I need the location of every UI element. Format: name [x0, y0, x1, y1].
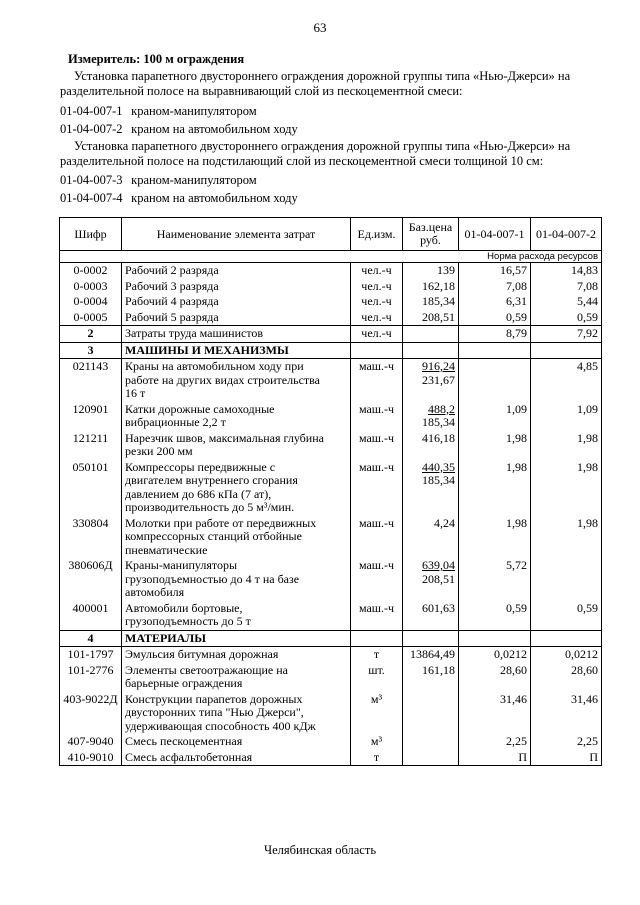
cell-value-col2: 5,44 — [531, 294, 602, 310]
cell-price — [403, 663, 459, 692]
cell-code: 0-0002 — [60, 263, 122, 279]
cell-value-col1: 0,0212 — [459, 647, 531, 663]
cell-code: 101-2776 — [60, 663, 122, 692]
cell-name-line: Рабочий 2 разряда — [125, 263, 219, 277]
table-row — [60, 601, 602, 631]
cell-name-line: Рабочий 4 разряда — [125, 294, 219, 308]
cell-price — [403, 647, 459, 663]
cell-value-col1: 5,72 — [459, 558, 531, 601]
table-row — [60, 359, 602, 402]
cell-name-line: Катки дорожные самоходные — [125, 401, 275, 416]
norm-label: Норма расхода ресурсов — [459, 251, 602, 263]
page-number: 63 — [313, 20, 327, 35]
cell-price — [403, 734, 459, 750]
cell-name-line: Молотки при работе от передвижных — [125, 515, 317, 530]
cell-price — [403, 431, 459, 460]
cell-code: 407-9040 — [60, 734, 122, 750]
cell-price — [403, 359, 459, 402]
cell-unit: м³ — [351, 692, 403, 735]
cell-price — [403, 402, 459, 431]
cell-value-col2: 1,98 — [531, 431, 602, 460]
cell-value-col2 — [531, 342, 602, 359]
cell-name — [122, 734, 351, 750]
cell-code: 400001 — [60, 601, 122, 631]
cell-value-col2: 1,09 — [531, 402, 602, 431]
cell-code: 101-1797 — [60, 647, 122, 663]
cell-value-col1: 2,25 — [459, 734, 531, 750]
cell-price — [403, 516, 459, 559]
cell-code: 0-0003 — [60, 279, 122, 295]
cell-name — [122, 558, 351, 601]
cell-value-col1 — [459, 630, 531, 647]
cell-unit: маш.-ч — [351, 359, 403, 402]
intro-paragraph-2 — [60, 139, 571, 169]
cell-code: 3 — [60, 342, 122, 359]
cell-code: 403-9022Д — [60, 692, 122, 735]
norm-row — [60, 251, 602, 263]
cell-name-line: вибрационные 2,2 т — [125, 415, 226, 429]
code-label: 01-04-007-2 — [60, 122, 123, 136]
cell-value-col1: 0,59 — [459, 601, 531, 631]
cell-name-line: резки 200 мм — [125, 444, 193, 458]
intro-line: разделительной полосе на выравнивающий слой из пескоцементной смеси: — [60, 84, 463, 98]
cell-value-col1: 28,60 — [459, 663, 531, 692]
cell-name-line: МАШИНЫ И МЕХАНИЗМЫ — [125, 342, 289, 357]
cell-name — [122, 431, 351, 460]
cell-code: 0-0005 — [60, 310, 122, 326]
cell-name — [122, 692, 351, 735]
section-row — [60, 342, 602, 359]
cell-name-line: удерживающая способность 400 кДж — [125, 718, 316, 733]
cell-value-col2: 0,59 — [531, 310, 602, 326]
resource-table — [59, 217, 602, 766]
code-text: краном-манипулятором — [131, 173, 257, 187]
cell-value-col2: 0,59 — [531, 601, 602, 631]
cell-price-line: 185,34 — [422, 473, 455, 487]
cell-name-line: Конструкции парапетов дорожных — [125, 691, 303, 706]
cell-unit: маш.-ч — [351, 402, 403, 431]
cell-value-col1: 7,08 — [459, 279, 531, 295]
table-row — [60, 558, 602, 601]
cell-price-line: 185,34 — [422, 415, 455, 429]
cell-price-line: 185,34 — [422, 294, 455, 308]
code-row — [60, 173, 257, 188]
cell-value-col2: 14,83 — [531, 263, 602, 279]
cell-price — [403, 460, 459, 516]
table-row — [60, 692, 602, 735]
cell-name-line: грузоподъемностью до 4 т на базе — [125, 571, 300, 586]
cell-value-col1: 1,98 — [459, 460, 531, 516]
cell-price-line: 13864,49 — [410, 647, 455, 661]
cell-unit: маш.-ч — [351, 516, 403, 559]
meter-heading: Измеритель: 100 м ограждения — [68, 52, 245, 66]
table-row — [60, 402, 602, 431]
cell-name-line: двусторонних типа "Нью Джерси", — [125, 705, 304, 719]
cell-value-col1: 1,98 — [459, 516, 531, 559]
cell-value-col1: 16,57 — [459, 263, 531, 279]
cell-value-col2: 0,0212 — [531, 647, 602, 663]
cell-name — [122, 359, 351, 402]
table-row — [60, 750, 602, 766]
cell-value-col1 — [459, 342, 531, 359]
cell-name-line: автомобиля — [125, 585, 185, 599]
code-label: 01-04-007-4 — [60, 191, 123, 205]
cell-unit — [351, 630, 403, 647]
cell-value-col2: 7,92 — [531, 326, 602, 343]
cell-value-col2 — [531, 630, 602, 647]
code-text: краном-манипулятором — [131, 104, 257, 118]
intro-line: разделительной полосе на подстилающий слой из пескоцементной смеси толщиной 10 см: — [60, 154, 544, 168]
cell-price-line: 416,18 — [422, 430, 455, 445]
cell-code: 2 — [60, 326, 122, 343]
table-row — [60, 647, 602, 663]
cell-unit: маш.-ч — [351, 601, 403, 631]
cell-price-line: 440,35 — [422, 459, 455, 474]
header-col1: 01-04-007-1 — [459, 218, 531, 251]
cell-name — [122, 630, 351, 647]
cell-price-line: 639,04 — [422, 558, 455, 572]
header-price — [403, 218, 459, 251]
table-row — [60, 279, 602, 295]
cell-name-line: давлением до 686 кПа (7 ат), — [125, 486, 272, 501]
cell-price-line: 161,18 — [422, 662, 455, 677]
cell-name-line: барьерные ограждения — [125, 676, 243, 690]
intro-line: Установка парапетного двустороннего ограждения дорожной группы типа «Нью-Джерси» на — [74, 69, 571, 83]
cell-name-line: Краны на автомобильном ходу при — [125, 359, 304, 373]
cell-value-col2: 4,85 — [531, 359, 602, 402]
cell-price-line: 231,67 — [422, 372, 455, 387]
cell-value-col2: 28,60 — [531, 663, 602, 692]
cell-value-col2: 2,25 — [531, 734, 602, 750]
cell-value-col2: 1,98 — [531, 460, 602, 516]
cell-name — [122, 663, 351, 692]
table-row — [60, 310, 602, 326]
cell-name — [122, 342, 351, 359]
cell-unit: маш.-ч — [351, 558, 403, 601]
cell-name-line: Смесь пескоцементная — [125, 734, 243, 748]
table-header-row — [60, 218, 602, 251]
cell-name — [122, 294, 351, 310]
table-row — [60, 734, 602, 750]
cell-code: 380606Д — [60, 558, 122, 601]
cell-value-col1: 6,31 — [459, 294, 531, 310]
cell-name — [122, 460, 351, 516]
cell-name-line: Автомобили бортовые, — [125, 600, 243, 615]
cell-value-col2 — [531, 558, 602, 601]
code-text: краном на автомобильном ходу — [131, 191, 298, 205]
cell-price — [403, 750, 459, 766]
cell-value-col1: 31,46 — [459, 692, 531, 735]
cell-name-line: Элементы светоотражающие на — [125, 662, 288, 677]
table-row — [60, 663, 602, 692]
cell-code: 021143 — [60, 359, 122, 402]
cell-code: 4 — [60, 630, 122, 647]
cell-unit: т — [351, 647, 403, 663]
code-label: 01-04-007-3 — [60, 173, 123, 187]
cell-name-line: Эмульсия битумная дорожная — [125, 647, 279, 661]
cell-value-col1: 0,59 — [459, 310, 531, 326]
code-label: 01-04-007-1 — [60, 104, 123, 118]
code-row — [60, 104, 257, 119]
table-row — [60, 460, 602, 516]
cell-price-line: 488,2 — [428, 401, 455, 416]
cell-unit — [351, 342, 403, 359]
cell-unit: чел.-ч — [351, 310, 403, 326]
intro-line: Установка парапетного двустороннего ограждения дорожной группы типа «Нью-Джерси» на — [74, 139, 571, 153]
header-col2: 01-04-007-2 — [531, 218, 602, 251]
code-row — [60, 122, 298, 137]
cell-name-line: Рабочий 3 разряда — [125, 278, 219, 293]
cell-price — [403, 601, 459, 631]
cell-name-line: работе на других видах строительства — [125, 372, 320, 387]
cell-unit: т — [351, 750, 403, 766]
cell-name — [122, 263, 351, 279]
cell-price — [403, 342, 459, 359]
cell-unit: чел.-ч — [351, 294, 403, 310]
cell-value-col2: 31,46 — [531, 692, 602, 735]
cell-value-col1 — [459, 359, 531, 402]
cell-code: 050101 — [60, 460, 122, 516]
table-row — [60, 516, 602, 559]
cell-name-line: МАТЕРИАЛЫ — [125, 630, 206, 645]
cell-name — [122, 647, 351, 663]
cell-unit: маш.-ч — [351, 431, 403, 460]
code-text: краном на автомобильном ходу — [131, 122, 298, 136]
cell-name — [122, 516, 351, 559]
cell-code: 330804 — [60, 516, 122, 559]
header-price-line: руб. — [420, 233, 441, 247]
cell-value-col2: П — [531, 750, 602, 766]
cell-value-col2: 1,98 — [531, 516, 602, 559]
cell-code: 0-0004 — [60, 294, 122, 310]
cell-name — [122, 601, 351, 631]
cell-name-line: Нарезчик швов, максимальная глубина — [125, 430, 324, 445]
cell-unit: чел.-ч — [351, 279, 403, 295]
cell-unit: шт. — [351, 663, 403, 692]
cell-price — [403, 310, 459, 326]
cell-name-line: производительность до 5 м³/мин. — [125, 500, 295, 514]
header-code: Шифр — [60, 218, 122, 251]
cell-name-line: Рабочий 5 разряда — [125, 309, 219, 324]
cell-name-line: компрессорных станций отбойные — [125, 529, 302, 543]
cell-code: 120901 — [60, 402, 122, 431]
section-row — [60, 326, 602, 343]
section-row — [60, 630, 602, 647]
cell-value-col1: 1,98 — [459, 431, 531, 460]
cell-value-col1: П — [459, 750, 531, 766]
cell-price-line: 162,18 — [422, 278, 455, 293]
cell-price — [403, 263, 459, 279]
cell-price — [403, 326, 459, 343]
header-price-line: Баз.цена — [408, 220, 453, 234]
norm-spacer — [60, 251, 459, 263]
table-row — [60, 263, 602, 279]
header-name: Наименование элемента затрат — [122, 218, 351, 251]
cell-price-line: 4,24 — [434, 515, 455, 530]
intro-paragraph-1 — [60, 69, 571, 99]
code-row — [60, 191, 298, 206]
cell-name-line: Смесь асфальтобетонная — [125, 749, 253, 764]
cell-name — [122, 750, 351, 766]
cell-unit: маш.-ч — [351, 460, 403, 516]
cell-name — [122, 326, 351, 343]
cell-name-line: Краны-манипуляторы — [125, 558, 238, 572]
cell-code: 121211 — [60, 431, 122, 460]
cell-price-line: 916,24 — [422, 359, 455, 373]
footer-region: Челябинская область — [263, 843, 377, 857]
cell-name — [122, 402, 351, 431]
cell-name — [122, 310, 351, 326]
cell-price-line: 208,51 — [422, 309, 455, 324]
cell-price — [403, 630, 459, 647]
cell-price-line: 208,51 — [422, 571, 455, 586]
cell-name-line: Компрессоры передвижные с — [125, 459, 276, 474]
cell-name-line: грузоподъемность до 5 т — [125, 614, 251, 628]
cell-name-line: двигателем внутреннего сгорания — [125, 473, 298, 487]
cell-value-col2: 7,08 — [531, 279, 602, 295]
cell-name-line: 16 т — [125, 386, 146, 400]
cell-price — [403, 692, 459, 735]
table-row — [60, 431, 602, 460]
header-unit: Ед.изм. — [351, 218, 403, 251]
cell-code: 410-9010 — [60, 750, 122, 766]
cell-name-line: пневматические — [125, 542, 208, 557]
cell-unit: чел.-ч — [351, 326, 403, 343]
cell-name — [122, 279, 351, 295]
cell-price — [403, 558, 459, 601]
cell-price-line: 139 — [437, 263, 455, 277]
cell-name-line: Затраты труда машинистов — [125, 326, 264, 340]
cell-unit: чел.-ч — [351, 263, 403, 279]
cell-value-col1: 8,79 — [459, 326, 531, 343]
cell-unit: м³ — [351, 734, 403, 750]
cell-price — [403, 279, 459, 295]
cell-price-line: 601,63 — [422, 600, 455, 615]
cell-value-col1: 1,09 — [459, 402, 531, 431]
cell-price — [403, 294, 459, 310]
table-row — [60, 294, 602, 310]
